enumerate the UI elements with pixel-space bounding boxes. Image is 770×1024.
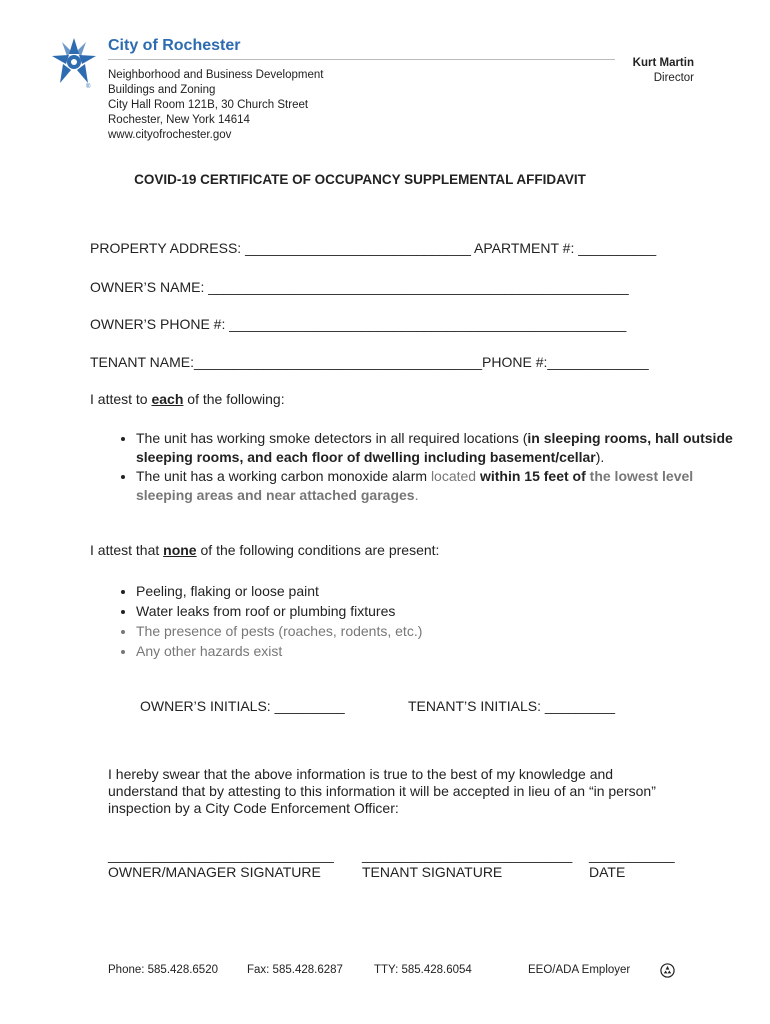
director-name: Kurt Martin	[632, 57, 694, 69]
list-item: • The presence of pests (roaches, rodents, etc.)	[136, 621, 736, 641]
address-line: Rochester, New York 14614	[108, 114, 250, 126]
address-line: Buildings and Zoning	[108, 84, 216, 96]
attest-emphasis: none	[163, 542, 197, 558]
tenant-initials-field[interactable]: TENANT’S INITIALS: _________	[408, 698, 615, 714]
document-title: COVID-19 CERTIFICATE OF OCCUPANCY SUPPLEMENTAL AFFIDAVIT	[134, 172, 586, 187]
date-label: DATE	[589, 864, 626, 880]
recycle-seal-icon	[660, 963, 675, 978]
header-divider	[108, 59, 615, 60]
attest-emphasis: each	[151, 391, 184, 407]
owner-signature-line[interactable]: _____________________________	[108, 847, 334, 863]
svg-text:®: ®	[86, 84, 91, 88]
department-address	[108, 68, 323, 143]
address-line: Neighborhood and Business Development	[108, 69, 324, 81]
website-link[interactable]: www.cityofrochester.gov	[108, 129, 232, 141]
footer-eeo: EEO/ADA Employer	[528, 964, 631, 976]
footer-tty: TTY: 585.428.6054	[374, 964, 472, 976]
list-item: • Any other hazards exist	[136, 641, 736, 661]
tenant-name-field[interactable]: TENANT NAME:_____________________________________PHONE #:_____________	[90, 354, 649, 370]
tenant-signature-line[interactable]: ___________________________	[362, 847, 573, 863]
owner-signature-label: OWNER/MANAGER SIGNATURE	[108, 864, 321, 880]
list-item: • The unit has a working carbon monoxide alarm located within 15 feet of the lowest level sleeping areas and near attached garages.	[136, 467, 736, 505]
owner-phone-field[interactable]: OWNER’S PHONE #: ___________________________________________________	[90, 316, 627, 332]
attest-each-statement	[90, 391, 285, 407]
address-line: City Hall Room 121B, 30 Church Street	[108, 99, 309, 111]
tenant-signature-label: TENANT SIGNATURE	[362, 864, 503, 880]
city-flower-logo-icon	[48, 36, 100, 88]
city-name: City of Rochester	[108, 37, 241, 54]
footer-phone: Phone: 585.428.6520	[108, 964, 218, 976]
attest-text: of the following:	[183, 391, 285, 407]
list-item: • Peeling, flaking or loose paint	[136, 581, 736, 601]
owner-name-field[interactable]: OWNER’S NAME: ______________________________________________________	[90, 279, 629, 295]
date-line[interactable]: ___________	[589, 847, 675, 863]
attest-text: I attest to	[90, 391, 152, 407]
attest-text: of the following conditions are present:	[196, 542, 440, 558]
sworn-statement: I hereby swear that the above information is true to the best of my knowledge and understand that by attesting to this information it will be accepted in lieu of an “in person” inspection by a City Code Enforcement Officer:	[108, 766, 656, 816]
director-title: Director	[653, 72, 694, 84]
list-item: • Water leaks from roof or plumbing fixtures	[136, 601, 736, 621]
director-block	[633, 56, 694, 86]
attest-none-list	[90, 581, 736, 661]
attest-each-list	[90, 429, 736, 505]
attest-none-statement	[90, 542, 439, 558]
property-address-field[interactable]: PROPERTY ADDRESS: _____________________________ APARTMENT #: __________	[90, 240, 657, 256]
list-item: • The unit has working smoke detectors in all required locations (in sleeping rooms, hall outside sleeping rooms, and each floor of dwelling including basement/cellar).	[136, 429, 736, 467]
footer-fax: Fax: 585.428.6287	[247, 964, 343, 976]
owner-initials-field[interactable]: OWNER’S INITIALS: _________	[140, 698, 345, 714]
attest-text: I attest that	[90, 542, 164, 558]
